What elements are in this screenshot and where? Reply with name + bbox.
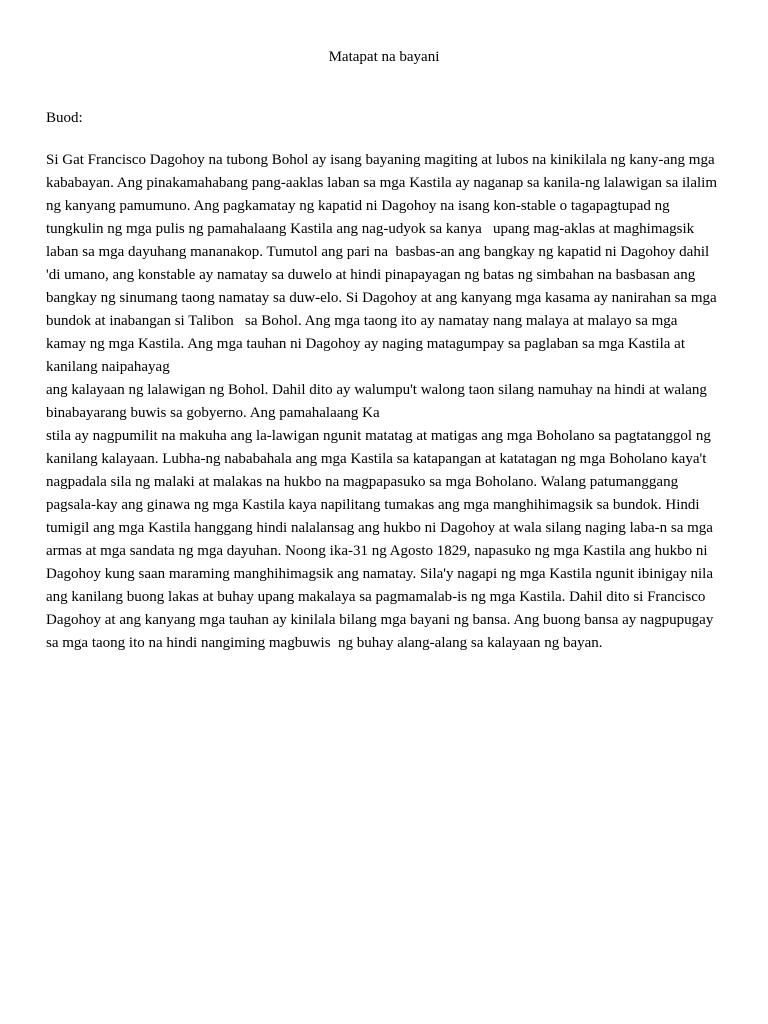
paragraph-line: kamay ng mga Kastila. Ang mga tauhan ni Dagohoy ay naging matagumpay sa paglaban sa mga Kastila at: [46, 336, 685, 352]
paragraph-line: kababayan. Ang pinakamahabang pang-aaklas laban sa mga Kastila ay naganap sa kanila-ng lalawigan sa ilalim: [46, 175, 718, 191]
paragraph-line: laban sa mga dayuhang mananakop. Tumutol ang pari na basbas-an ang bangkay ng kapatid ni Dagohoy dahil: [46, 244, 710, 260]
paragraph-line: Dagohoy kung saan maraming manghihimagsik ang namatay. Sila'y nagapi ng mga Kastila ngunit ibinigay nila: [46, 566, 714, 582]
paragraph-line: ang kanilang buong lakas at buhay upang makalaya sa pagmamalab-is ng mga Kastila. Dahil dito si Francisco: [46, 589, 706, 605]
paragraph-line: binabayarang buwis sa gobyerno. Ang pamahalaang Ka: [46, 405, 380, 421]
paragraph-line: sa mga taong ito na hindi nangiming magbuwis ng buhay alang-alang sa kalayaan ng bayan.: [46, 635, 603, 651]
paragraph-line: armas at mga sandata ng mga dayuhan. Noong ika-31 ng Agosto 1829, napasuko ng mga Kastila ang hukbo ni: [46, 543, 708, 559]
paragraph-line: kanilang kalayaan. Lubha-ng nababahala ang mga Kastila sa katapangan at katatagan ng mga Boholano kaya't: [46, 451, 707, 467]
paragraph-line: pagsala-kay ang ginawa ng mga Kastila kaya napilitang tumakas ang mga manghihimagsik sa bundok. Hindi: [46, 497, 700, 513]
paragraph-line: stila ay nagpumilit na makuha ang la-lawigan ngunit matatag at matigas ang mga Boholano sa pagtatanggol ng: [46, 428, 711, 444]
summary-paragraph: [46, 150, 736, 656]
paragraph-line: tumigil ang mga Kastila hanggang hindi nalalansag ang hukbo ni Dagohoy at wala silang naging laba-n sa mga: [46, 520, 713, 536]
paragraph-line: bundok at inabangan si Talibon sa Bohol. Ang mga taong ito ay namatay nang malaya at malayo sa mga: [46, 313, 678, 329]
paragraph-line: ang kalayaan ng lalawigan ng Bohol. Dahil dito ay walumpu't walong taon silang namuhay na hindi at walang: [46, 382, 707, 398]
paragraph-line: bangkay ng sinumang taong namatay sa duw-elo. Si Dagohoy at ang kanyang mga kasama ay nanirahan sa mga: [46, 290, 717, 306]
paragraph-line: kanilang naipahayag: [46, 359, 170, 375]
section-label-buod: Buod:: [46, 110, 83, 126]
document-title: Matapat na bayani: [328, 49, 440, 65]
paragraph-line: tungkulin ng mga pulis ng pamahalaang Kastila ang nag-udyok sa kanya upang mag-aklas at maghimagsik: [46, 221, 695, 237]
paragraph-line: ng kanyang pamumuno. Ang pagkamatay ng kapatid ni Dagohoy na isang kon-stable o tagapagtupad ng: [46, 198, 670, 214]
paragraph-line: Dagohoy at ang kanyang mga tauhan ay kinilala bilang mga bayani ng bansa. Ang buong bansa ay nagpupugay: [46, 612, 714, 628]
paragraph-line: Si Gat Francisco Dagohoy na tubong Bohol ay isang bayaning magiting at lubos na kinikilala ng kany-ang mga: [46, 152, 715, 168]
paragraph-line: nagpadala sila ng malaki at malakas na hukbo na magpapasuko sa mga Boholano. Walang patumanggang: [46, 474, 679, 490]
paragraph-line: 'di umano, ang konstable ay namatay sa duwelo at hindi pinapayagan ng batas ng simbahan na basbasan ang: [46, 267, 696, 283]
